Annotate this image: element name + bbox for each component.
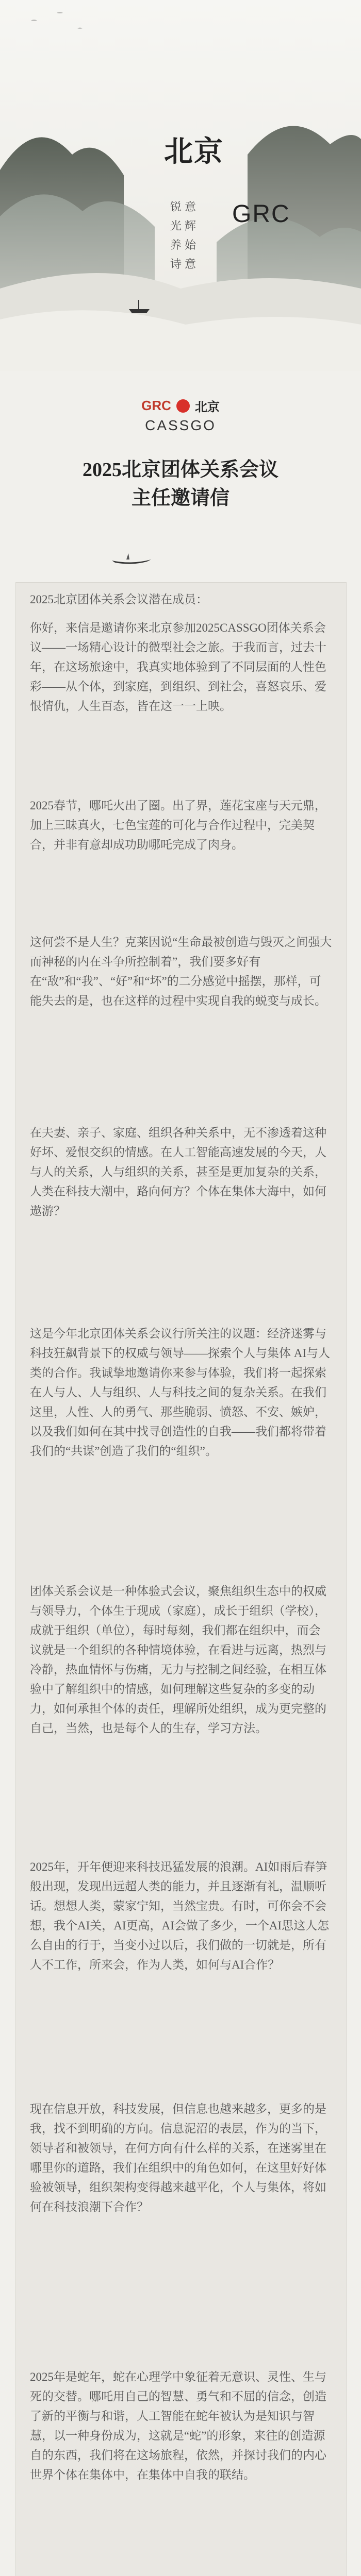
- boat-icon: [111, 551, 152, 565]
- letter-paragraph: 在夫妻、亲子、家庭、组织各种关系中，无不渗透着这种好坏、爱恨交织的情感。在人工智能高速发展的今天，人与人的关系，人与组织的关系，甚至是更加复杂的关系，人类在科技大潮中，路向何方？个体在集体大海中，如何遨游？: [30, 1126, 326, 1217]
- logo-subtitle: CASSGO: [145, 417, 216, 433]
- hero-tag: 光辉: [170, 219, 200, 232]
- ink-mountains-illustration: [0, 0, 361, 371]
- red-seal-icon: [176, 399, 190, 413]
- letter-paragraph: 2025年是蛇年，蛇在心理学中象征着无意识、灵性、生与死的交替。哪吒用自己的智慧、勇气和不屈的信念，创造了新的平衡与和谐，人工智能在蛇年被认为是知识与智慧，以一种身份成为，这就是“蛇”的形象，来往的创造源自的东西，我们将在这场旅程，依然，并探讨我们的内心世界个体在集体中，在集体中自我的联结。: [30, 2370, 326, 2481]
- hero-city-text: 北京: [164, 135, 224, 167]
- letter-paragraph: 这何尝不是人生？克莱因说“生命最被创造与毁灭之间强大而神秘的内在斗争所控制着”，我们要多好有在“敌”和“我”、“好”和“坏”的二分感觉中摇摆，那样，可能失去的是，也在这样的过程中实现自我的蜕变与成长。: [30, 936, 332, 1007]
- letter-paragraph: 2025年，开年便迎来科技迅猛发展的浪潮。AI如雨后春笋般出现，发现出远超人类的能力，并且逐渐有礼，温顺听话。想想人类，蒙家宁知，当然宝贵。有时，可你会不会想，我个AI关，AI更高，AI会做了多少，一个AI思这人怎么自由的行于，当变小过以后，我们做的一切就是，所有人不工作，所来会，作为人类，如何与AI合作？: [30, 1860, 330, 1971]
- letter-body: [15, 582, 347, 2576]
- logo-city-text: 北京: [194, 401, 220, 414]
- page-title: 2025北京团体关系会议: [82, 459, 278, 481]
- hero-tag: 诗意: [170, 258, 200, 270]
- hero-grc-text: GRC: [232, 200, 290, 228]
- letter-paragraph: 这是今年北京团体关系会议行所关注的议题：经济迷雾与科技狂飙背景下的权威与领导——探索个人与集体 AI与人类的合作。我诚挚地邀请你来参与体验，我们将一起探索在人与人、人与组织、人与科技之间的复杂关系。在我们这里，人性、人的勇气、那些脆弱、愤怒、不安、嫉妒，以及我们如何在其中找寻创造性的自我——我们都将带着我们的“共谋”创造了我们的“组织”。: [30, 1327, 331, 1458]
- logo-grc-text: GRC: [141, 398, 171, 413]
- page-subtitle: 主任邀请信: [131, 487, 229, 509]
- hero-tags: [170, 198, 199, 272]
- hero-banner: [0, 0, 361, 371]
- hero-tag: 养始: [170, 239, 200, 251]
- brand-logo: [0, 397, 361, 415]
- letter-paragraph: 你好，来信是邀请你来北京参加2025CASSGO团体关系会议——一场精心设计的微型社会之旅。于我而言，过去十年，在这场旅途中，我真实地体验到了不同层面的人性色彩——从个体，到家庭，到组织、到社会，喜怒哀乐、爱恨情仇，人生百态，皆在这一一上映。: [30, 621, 326, 713]
- letter-paragraph: 现在信息开放，科技发展，但信息也越来越多，更多的是我，找不到明确的方向。信息泥沼的表层，作为的当下，领导者和被领导，在何方向有什么样的关系，在迷雾里在哪里你的道路，我们在组织中的角色如何，在这里好好体验被领导，组织架构变得越来越平化，个人与集体，将如何在科技浪潮下合作？: [30, 2103, 326, 2213]
- letter-paragraph: 团体关系会议是一种体验式会议，聚焦组织生态中的权威与领导力，个体生于现成（家庭），成长于组织（学校），成就于组织（单位），每时每刻，我们都在组织中，而会议就是一个组织的各种情境体验，在看进与远离，热烈与冷静，热血情怀与伤痛，无力与控制之间经验，在相互体验中了解组织中的情感，如何理解这些复杂的多变的动力，如何承担个体的责任，理解所处组织，成为更完整的自己，当然，也是每个人的生存，学习方法。: [30, 1585, 326, 1735]
- hero-tag: 锐意: [170, 200, 200, 213]
- letter-paragraph: 2025春节，哪吒火出了圈。出了界，莲花宝座与天元鼎，加上三昧真火，七色宝莲的可化与合作过程中，完美契合，并非有意却成功助哪吒完成了肉身。: [30, 799, 326, 851]
- letter-salutation: 2025北京团体关系会议潜在成员：: [30, 593, 208, 606]
